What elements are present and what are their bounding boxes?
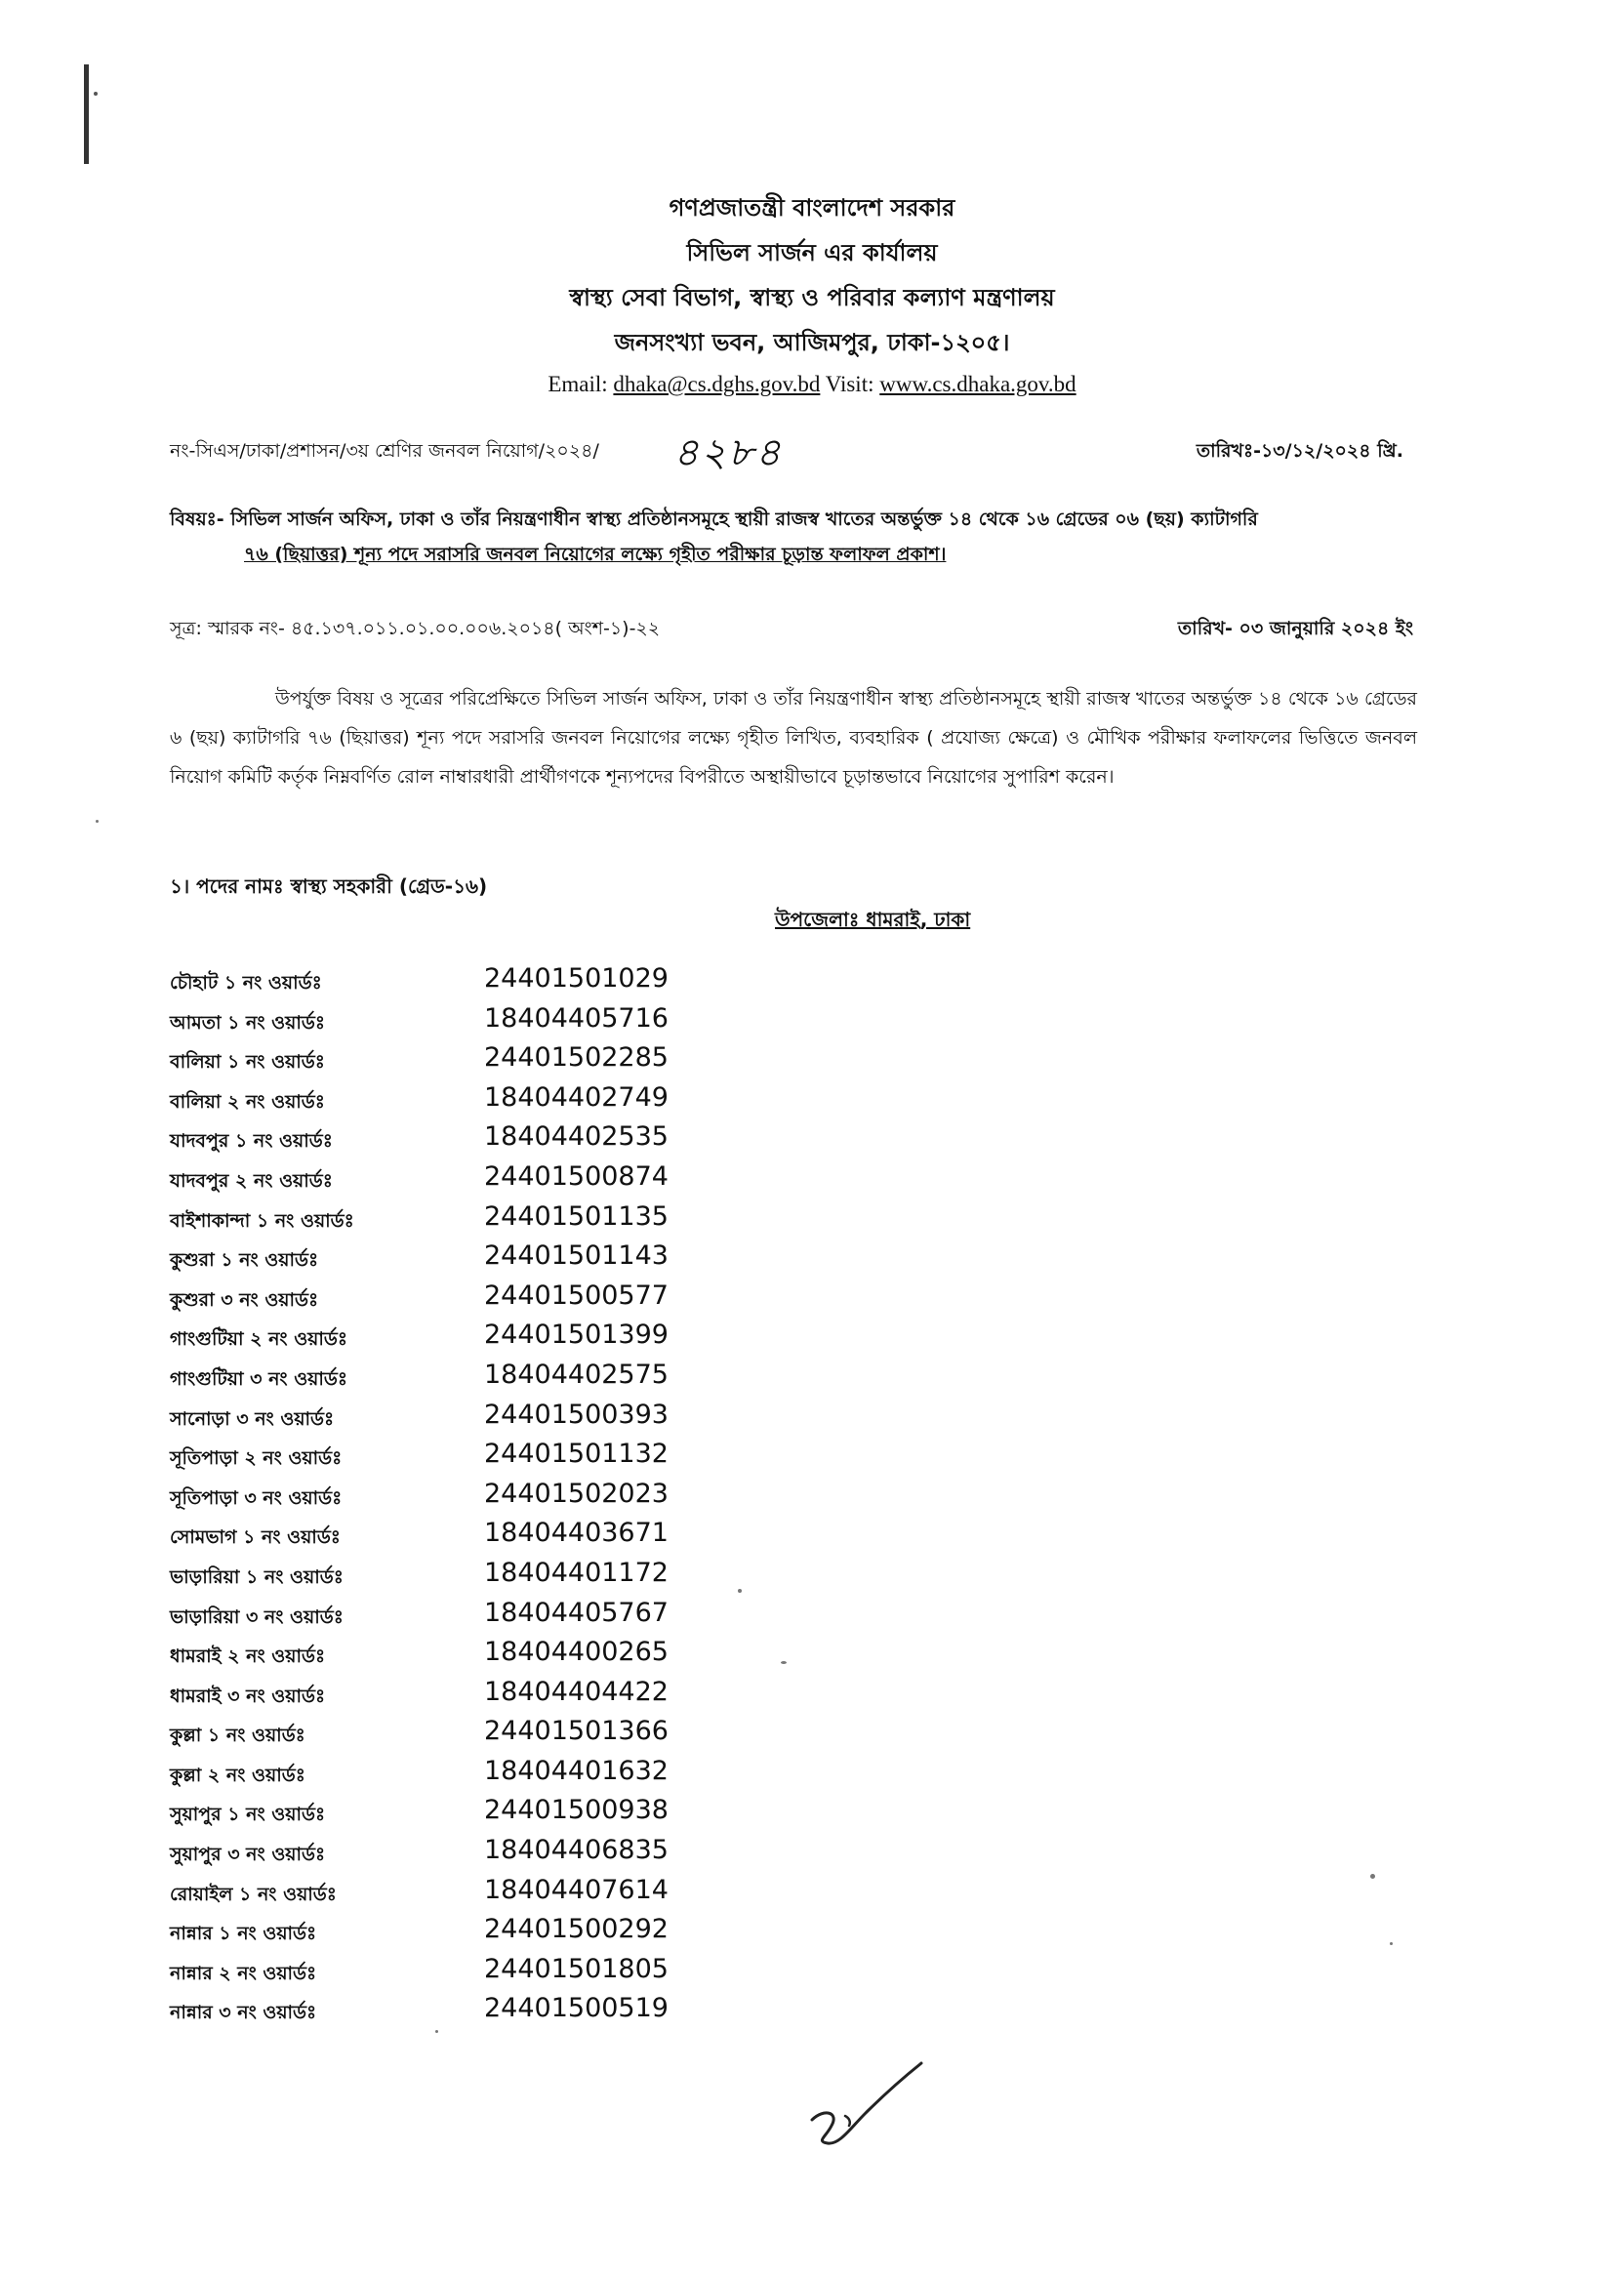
ward-label: রোয়াইল ১ নং ওয়ার্ডঃ: [170, 1883, 337, 1905]
memo-row: [170, 427, 1403, 475]
roll-number: 18404402535: [484, 1121, 669, 1153]
result-row: [170, 1753, 716, 1793]
header-line-3: স্বাস্থ্য সেবা বিভাগ, স্বাস্থ্য ও পরিবার কল্যাণ মন্ত্রণালয়: [569, 284, 1055, 311]
result-row: [170, 1713, 716, 1753]
email-link[interactable]: dhaka@cs.dghs.gov.bd: [613, 372, 821, 396]
result-row: [170, 1595, 716, 1635]
reference-text: সূত্র: স্মারক নং- ৪৫.১৩৭.০১১.০১.০০.০০৬.২০১৪( অংশ-১)-২২: [170, 618, 661, 639]
result-row: [170, 960, 716, 1000]
handwritten-memo-number: ৪২৮৪: [673, 430, 783, 475]
ward-label: সূতিপাড়া ৩ নং ওয়ার্ডঃ: [170, 1486, 343, 1509]
result-row: [170, 1079, 716, 1119]
roll-number: 24401501029: [484, 963, 669, 994]
result-row: [170, 1792, 716, 1832]
result-row: [170, 1515, 716, 1555]
email-label: Email:: [548, 372, 608, 396]
roll-number: 18404405767: [484, 1597, 669, 1628]
roll-number: 24401500393: [484, 1399, 669, 1430]
result-row: [170, 1990, 716, 2030]
result-row: [170, 1000, 716, 1040]
scan-speck: [435, 2030, 438, 2033]
result-row: [170, 1634, 716, 1674]
ward-label: আমতা ১ নং ওয়ার্ডঃ: [170, 1011, 325, 1034]
ward-label: কুশুরা ৩ নং ওয়ার্ডঃ: [170, 1288, 319, 1311]
result-row: [170, 1118, 716, 1158]
roll-number: 24401501135: [484, 1200, 669, 1232]
header-line-4: জনসংখ্যা ভবন, আজিমপুর, ঢাকা-১২০৫।: [614, 329, 1010, 356]
contact-line: [0, 365, 1624, 404]
roll-number: 24401501143: [484, 1240, 669, 1272]
ward-label: নান্নার ২ নং ওয়ার্ডঃ: [170, 1962, 317, 1984]
result-row: [170, 1872, 716, 1912]
result-row: [170, 1158, 716, 1198]
results-list: [170, 960, 716, 2030]
memo-number: নং-সিএস/ঢাকা/প্রশাসন/৩য় শ্রেণির জনবল নিয়োগ/২০২৪/: [170, 440, 599, 462]
post-title: ১। পদের নামঃ স্বাস্থ্য সহকারী (গ্রেড-১৬): [170, 874, 488, 898]
roll-number: 18404402575: [484, 1359, 669, 1390]
scan-speck: [1370, 1874, 1375, 1879]
ward-label: যাদবপুর ২ নং ওয়ার্ডঃ: [170, 1169, 333, 1192]
roll-number: 18404406835: [484, 1835, 669, 1866]
result-row: [170, 1039, 716, 1079]
roll-number: 24401500292: [484, 1914, 669, 1945]
ward-label: যাদবপুর ১ নং ওয়ার্ডঃ: [170, 1130, 333, 1153]
scan-speck: [96, 820, 99, 823]
ward-label: গাংগুটিয়া ২ নং ওয়ার্ডঃ: [170, 1328, 347, 1351]
header-line-2: সিভিল সার্জন এর কার্যালয়: [686, 239, 938, 266]
body-paragraph: উপর্যুক্ত বিষয় ও সূত্রের পরিপ্রেক্ষিতে সিভিল সার্জন অফিস, ঢাকা ও তাঁর নিয়ন্ত্রণাধীন স্বাস্থ্য প্রতিষ্ঠানসমূহে স্থায়ী রাজস্ব খাতের অন্তর্ভুক্ত ১৪ থেকে ১৬ গ্রেডের ৬ (ছয়) ক্যাটাগরি ৭৬ (ছিয়াত্তর) শূন্য পদে সরাসরি জনবল নিয়োগের লক্ষ্যে গৃহীত লিখিত, ব্যবহারিক ( প্রযোজ্য ক্ষেত্রে) ও মৌখিক পরীক্ষার ফলাফলের ভিত্তিতে জনবল নিয়োগ কমিটি কর্তৃক নিম্নবর্ণিত রোল নাম্বারধারী প্রার্থীগণকে শূন্যপদের বিপরীতে অস্থায়ীভাবে চূড়ান্তভাবে নিয়োগের সুপারিশ করেন।: [170, 688, 1417, 788]
roll-number: 24401500577: [484, 1280, 669, 1311]
result-row: [170, 1357, 716, 1397]
reference-date: তারিখ- ০৩ জানুয়ারি ২০২৪ ইং: [1177, 618, 1413, 639]
result-row: [170, 1317, 716, 1357]
roll-number: 18404407614: [484, 1874, 669, 1905]
ward-label: ভাড়ারিয়া ৩ নং ওয়ার্ডঃ: [170, 1605, 344, 1628]
ward-label: নান্নার ১ নং ওয়ার্ডঃ: [170, 1923, 317, 1945]
ward-label: বালিয়া ১ নং ওয়ার্ডঃ: [170, 1051, 325, 1074]
subject-block: [170, 502, 1439, 572]
result-row: [170, 1198, 716, 1239]
ward-label: ভাড়ারিয়া ১ নং ওয়ার্ডঃ: [170, 1565, 344, 1588]
ward-label: বাইশাকান্দা ১ নং ওয়ার্ডঃ: [170, 1209, 354, 1232]
ward-label: সানোড়া ৩ নং ওয়ার্ডঃ: [170, 1407, 335, 1430]
result-row: [170, 1555, 716, 1595]
ward-label: চৌহাট ১ নং ওয়ার্ডঃ: [170, 972, 322, 994]
header-line-1: গণপ্রজাতন্ত্রী বাংলাদেশ সরকার: [669, 194, 955, 222]
ward-label: গাংগুটিয়া ৩ নং ওয়ার্ডঃ: [170, 1367, 347, 1390]
ward-label: সূতিপাড়া ২ নং ওয়ার্ডঃ: [170, 1447, 343, 1470]
scan-speck: [1390, 1942, 1393, 1945]
subject-line-2-wrapper: [170, 537, 1439, 572]
result-row: [170, 1476, 716, 1516]
roll-number: 24401500938: [484, 1795, 669, 1826]
margin-dot: [94, 92, 98, 96]
roll-number: 18404401632: [484, 1755, 669, 1786]
roll-number: 18404402749: [484, 1081, 669, 1113]
subject-line-2: ৭৬ (ছিয়াত্তর) শূন্য পদে সরাসরি জনবল নিয়োগের লক্ষ্যে গৃহীত পরীক্ষার চূড়ান্ত ফলাফল প্রকাশ।: [244, 544, 947, 565]
scan-speck: [738, 1589, 742, 1593]
upazila-heading: উপজেলাঃ ধামরাই, ঢাকা: [775, 908, 971, 931]
result-row: [170, 1832, 716, 1872]
roll-number: 24401501399: [484, 1320, 669, 1351]
result-row: [170, 1436, 716, 1476]
result-row: [170, 1278, 716, 1318]
ward-label: কুল্লা ১ নং ওয়ার্ডঃ: [170, 1725, 305, 1747]
letterhead: [0, 185, 1624, 404]
ward-label: সুয়াপুর ৩ নং ওয়ার্ডঃ: [170, 1844, 326, 1866]
roll-number: 18404400265: [484, 1637, 669, 1668]
roll-number: 24401501805: [484, 1953, 669, 1984]
result-row: [170, 1911, 716, 1951]
roll-number: 24401501366: [484, 1716, 669, 1747]
roll-number: 24401501132: [484, 1439, 669, 1470]
ward-label: ধামরাই ৩ নং ওয়ার্ডঃ: [170, 1685, 326, 1707]
memo-date: তারিখঃ-১৩/১২/২০২৪ খ্রি.: [1196, 440, 1403, 462]
result-row: [170, 1951, 716, 1991]
ward-label: কুশুরা ১ নং ওয়ার্ডঃ: [170, 1249, 319, 1272]
ward-label: সোমভাগ ১ নং ওয়ার্ডঃ: [170, 1526, 341, 1549]
result-row: [170, 1238, 716, 1278]
result-row: [170, 1674, 716, 1714]
roll-number: 24401502023: [484, 1478, 669, 1509]
scan-speck: [781, 1661, 787, 1664]
initial-signature: [806, 2057, 933, 2165]
margin-mark: [84, 64, 89, 164]
ward-label: নান্নার ৩ নং ওয়ার্ডঃ: [170, 2002, 317, 2024]
roll-number: 18404405716: [484, 1002, 669, 1034]
ward-label: কুল্লা ২ নং ওয়ার্ডঃ: [170, 1764, 305, 1786]
subject-line-1: বিষয়ঃ- সিভিল সার্জন অফিস, ঢাকা ও তাঁর নিয়ন্ত্রণাধীন স্বাস্থ্য প্রতিষ্ঠানসমূহে স্থায়ী রাজস্ব খাতের অন্তর্ভুক্ত ১৪ থেকে ১৬ গ্রেডের ০৬ (ছয়) ক্যাটাগরি: [170, 508, 1258, 530]
roll-number: 24401500519: [484, 1993, 669, 2024]
roll-number: 24401502285: [484, 1042, 669, 1074]
ward-label: সুয়াপুর ১ নং ওয়ার্ডঃ: [170, 1804, 326, 1826]
roll-number: 18404404422: [484, 1676, 669, 1707]
result-row: [170, 1397, 716, 1437]
roll-number: 24401500874: [484, 1160, 669, 1192]
website-link[interactable]: www.cs.dhaka.gov.bd: [879, 372, 1076, 396]
ward-label: ধামরাই ২ নং ওয়ার্ডঃ: [170, 1645, 326, 1668]
ward-label: বালিয়া ২ নং ওয়ার্ডঃ: [170, 1090, 325, 1113]
roll-number: 18404401172: [484, 1557, 669, 1588]
roll-number: 18404403671: [484, 1518, 669, 1549]
visit-label: Visit:: [825, 372, 874, 396]
